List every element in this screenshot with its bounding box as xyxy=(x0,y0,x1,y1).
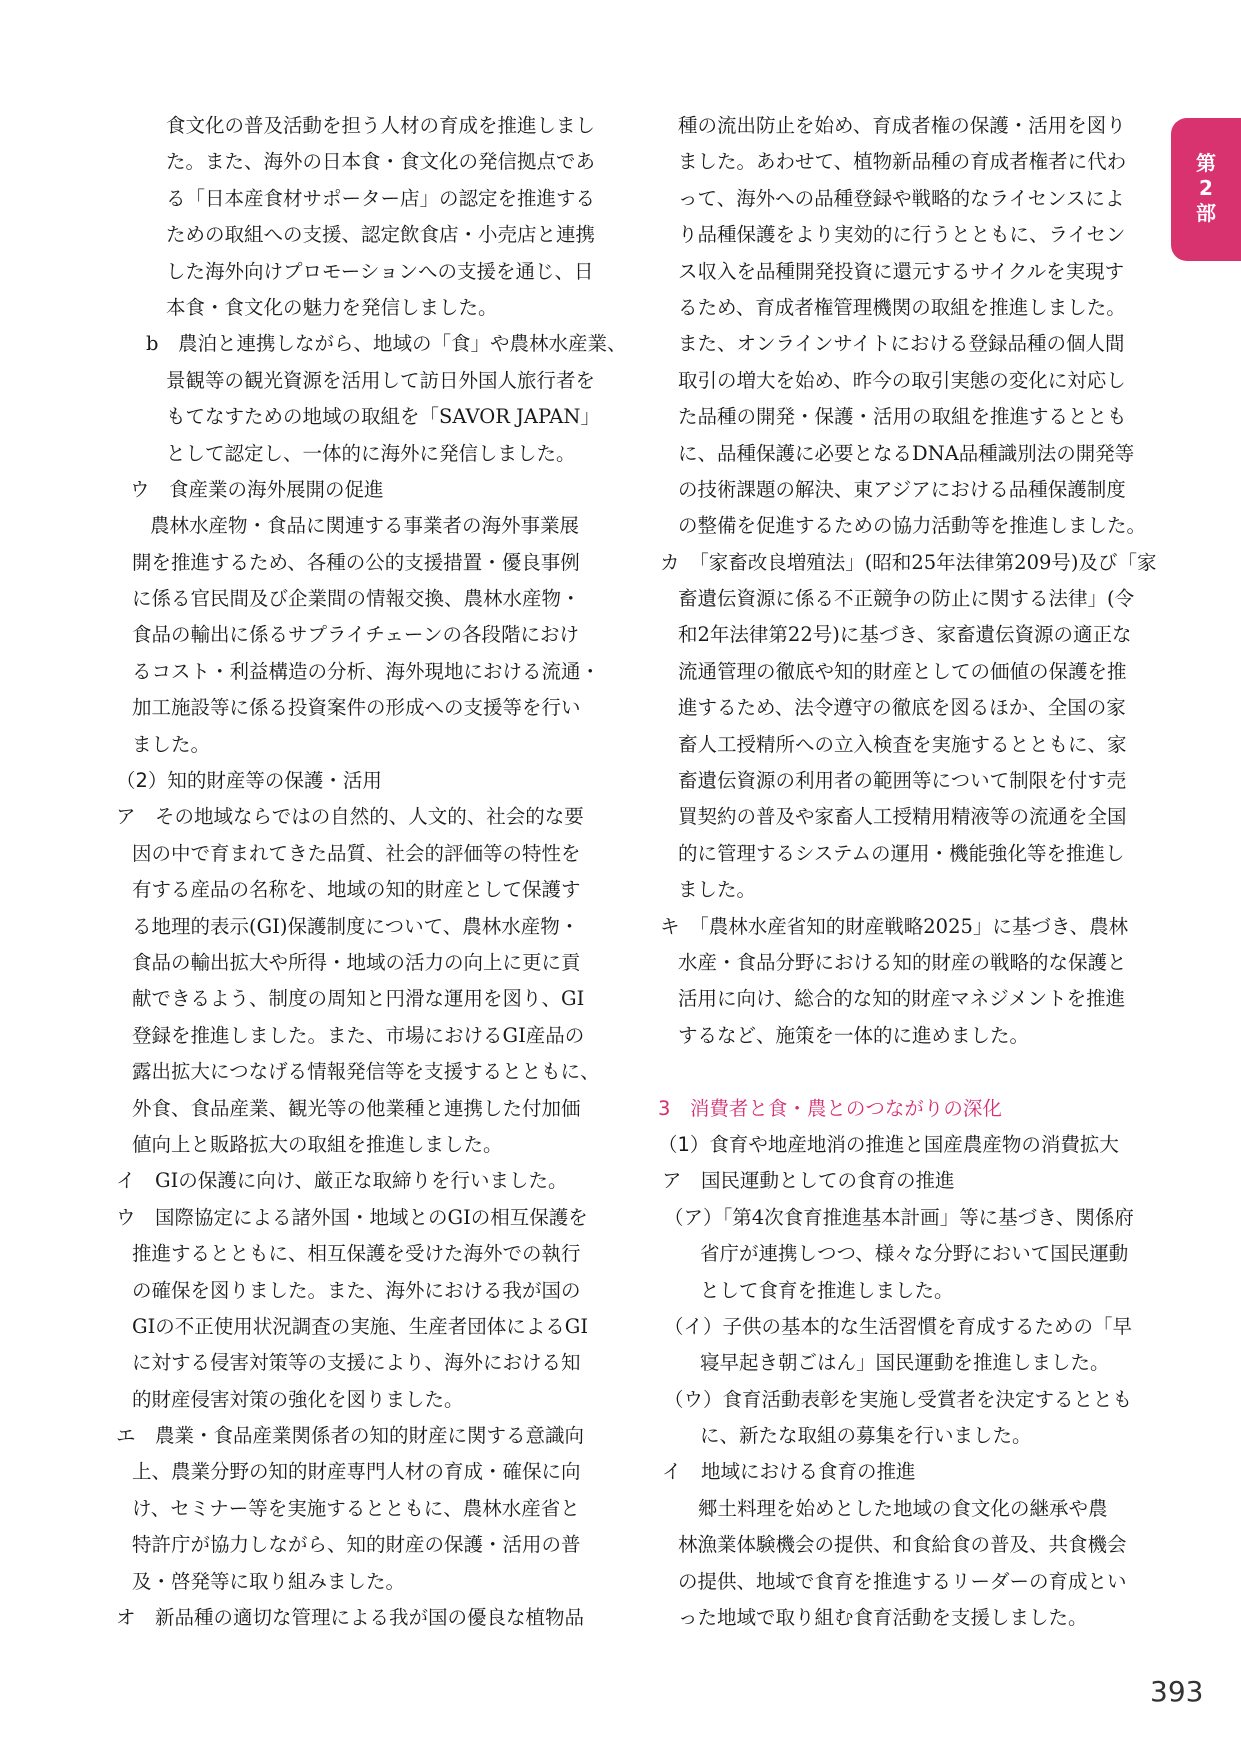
text-line: するなど、施策を一体的に進めました。 xyxy=(678,1023,1030,1047)
text-line: 郷土料理を始めとした地域の食文化の継承や農 xyxy=(698,1496,1108,1520)
subsection-heading: （2）知的財産等の保護・活用 xyxy=(116,769,382,793)
part-tab-text-1: 第 xyxy=(1196,151,1216,175)
text-line: として食育を推進しました。 xyxy=(700,1278,954,1302)
text-line: た。また、海外の日本食・食文化の発信拠点であ xyxy=(166,150,596,174)
text-line: ア その地域ならではの自然的、人文的、社会的な要 xyxy=(116,805,584,829)
text-line: また、オンラインサイトにおける登録品種の個人間 xyxy=(678,332,1125,356)
text-line: 和2年法律第22号)に基づき、家畜遺伝資源の適正な xyxy=(678,623,1132,647)
text-line: に、新たな取組の募集を行いました。 xyxy=(700,1424,1032,1448)
text-line: として認定し、一体的に海外に発信しました。 xyxy=(166,441,576,465)
text-line: 上、農業分野の知的財産専門人材の育成・確保に向 xyxy=(132,1460,581,1484)
text-line: 林漁業体験機会の提供、和食給食の普及、共食機会 xyxy=(678,1533,1127,1557)
text-line: （ウ）食育活動表彰を実施し受賞者を決定するととも xyxy=(664,1387,1133,1411)
text-line: る地理的表示(GI)保護制度について、農林水産物・ xyxy=(132,914,580,938)
text-line: って、海外への品種登録や戦略的なライセンスによ xyxy=(678,186,1125,210)
text-line: 因の中で育まれてきた品質、社会的評価等の特性を xyxy=(132,841,581,865)
spacer xyxy=(658,1054,1138,1090)
subsection-heading: ウ 食産業の海外展開の促進 xyxy=(130,477,384,501)
text-line: ス収入を品種開発投資に還元するサイクルを実現す xyxy=(678,259,1125,283)
text-line: GIの不正使用状況調査の実施、生産者団体によるGI xyxy=(132,1314,589,1338)
right-column xyxy=(658,108,1157,1636)
subsection-heading: （1）食育や地産地消の推進と国産農産物の消費拡大 xyxy=(658,1132,1119,1156)
text-line: b 農泊と連携しながら、地域の「食」や農林水産業、 xyxy=(146,332,627,356)
subsection-heading: イ 地域における食育の推進 xyxy=(662,1460,916,1484)
text-line: キ 「農林水産省知的財産戦略2025」に基づき、農林 xyxy=(660,914,1129,938)
text-line: 寝早起き朝ごはん」国民運動を推進しました。 xyxy=(700,1351,1110,1375)
text-line: 省庁が連携しつつ、様々な分野において国民運動 xyxy=(700,1242,1129,1266)
text-line: 食文化の普及活動を担う人材の育成を推進しまし xyxy=(166,114,596,137)
part-tab-text-3: 部 xyxy=(1196,201,1216,225)
text-line: 及・啓発等に取り組みました。 xyxy=(132,1569,406,1593)
text-line: るコスト・利益構造の分析、海外現地における流通・ xyxy=(132,659,601,683)
text-line: 景観等の観光資源を活用して訪日外国人旅行者を xyxy=(166,368,596,392)
text-line: に係る官民間及び企業間の情報交換、農林水産物・ xyxy=(132,587,581,611)
text-line: した海外向けプロモーションへの支援を通じ、日 xyxy=(166,259,594,283)
text-line: に対する侵害対策等の支援により、海外における知 xyxy=(132,1351,581,1375)
text-line: 露出拡大につなげる情報発信等を支援するとともに、 xyxy=(132,1060,600,1084)
text-line: ました。 xyxy=(132,732,211,756)
text-line: 取引の増大を始め、昨今の取引実態の変化に対応し xyxy=(678,368,1126,392)
text-line: 献できるよう、制度の周知と円滑な運用を図り、GI xyxy=(132,987,585,1011)
text-line: の確保を図りました。また、海外における我が国の xyxy=(132,1278,581,1302)
text-line: に、品種保護に必要となるDNA品種識別法の開発等 xyxy=(678,441,1135,465)
text-line: け、セミナー等を実施するとともに、農林水産省と xyxy=(132,1496,580,1520)
page-number: 393 xyxy=(1150,1675,1204,1708)
part-tab xyxy=(1171,118,1241,261)
text-line: 畜遺伝資源の利用者の範囲等について制限を付す売 xyxy=(678,769,1127,793)
text-line: る「日本産食材サポーター店」の認定を推進する xyxy=(166,186,596,210)
text-line: 畜遺伝資源に係る不正競争の防止に関する法律」(令 xyxy=(678,587,1135,611)
text-line: ウ 国際協定による諸外国・地域とのGIの相互保護を xyxy=(116,1205,588,1229)
text-line: 畜人工授精所への立入検査を実施するとともに、家 xyxy=(678,732,1127,756)
section-heading: 3 消費者と食・農とのつながりの深化 xyxy=(658,1096,1002,1120)
text-line: 食品の輸出に係るサプライチェーンの各段階におけ xyxy=(132,623,579,647)
text-line: （イ）子供の基本的な生活習慣を育成するための「早 xyxy=(664,1314,1133,1338)
text-line: 農林水産物・食品に関連する事業者の海外事業展 xyxy=(150,514,580,538)
text-line: 開を推進するため、各種の公的支援措置・優良事例 xyxy=(132,550,580,574)
text-line: 種の流出防止を始め、育成者権の保護・活用を図り xyxy=(678,114,1126,137)
text-line: った地域で取り組む食育活動を支援しました。 xyxy=(678,1606,1088,1630)
text-line: カ 「家畜改良増殖法」(昭和25年法律第209号)及び「家 xyxy=(660,550,1157,574)
text-line: 外食、食品産業、観光等の他業種と連携した付加価 xyxy=(132,1096,581,1120)
text-line: もてなすための地域の取組を「SAVOR JAPAN」 xyxy=(166,405,600,429)
text-line: 水産・食品分野における知的財産の戦略的な保護と xyxy=(678,950,1127,974)
text-line: 流通管理の徹底や知的財産としての価値の保護を推 xyxy=(678,659,1127,683)
text-line: 的財産侵害対策の強化を図りました。 xyxy=(132,1387,464,1411)
text-line: の技術課題の解決、東アジアにおける品種保護制度 xyxy=(678,477,1126,501)
text-line: エ 農業・食品産業関係者の知的財産に関する意識向 xyxy=(116,1424,585,1448)
text-line: の提供、地域で食育を推進するリーダーの育成とい xyxy=(678,1569,1127,1593)
text-line: ました。 xyxy=(678,878,757,902)
text-line: 的に管理するシステムの運用・機能強化等を推進し xyxy=(678,841,1125,865)
text-line: た品種の開発・保護・活用の取組を推進するととも xyxy=(678,405,1127,429)
text-line: 特許庁が協力しながら、知的財産の保護・活用の普 xyxy=(132,1533,581,1557)
text-line: 推進するとともに、相互保護を受けた海外での執行 xyxy=(132,1242,581,1266)
text-line: オ 新品種の適切な管理による我が国の優良な植物品 xyxy=(116,1606,585,1630)
text-line: 値向上と販路拡大の取組を推進しました。 xyxy=(132,1132,503,1156)
text-line: り品種保護をより実効的に行うとともに、ライセン xyxy=(678,223,1126,247)
text-line: 登録を推進しました。また、市場におけるGI産品の xyxy=(132,1023,585,1047)
left-column xyxy=(116,108,627,1636)
text-line: ました。あわせて、植物新品種の育成者権者に代わ xyxy=(678,150,1127,174)
text-line: の整備を促進するための協力活動等を推進しました。 xyxy=(678,514,1147,538)
text-line: 進するため、法令遵守の徹底を図るほか、全国の家 xyxy=(678,696,1126,720)
text-line: 買契約の普及や家畜人工授精用精液等の流通を全国 xyxy=(678,805,1127,829)
subsection-heading: ア 国民運動としての食育の推進 xyxy=(662,1169,955,1193)
text-line: 活用に向け、総合的な知的財産マネジメントを推進 xyxy=(678,987,1126,1011)
text-line: るため、育成者権管理機関の取組を推進しました。 xyxy=(678,295,1126,319)
text-line: イ GIの保護に向け、厳正な取締りを行いました。 xyxy=(116,1169,568,1193)
text-line: ための取組への支援、認定飲食店・小売店と連携 xyxy=(166,223,596,247)
text-line: 加工施設等に係る投資案件の形成への支援等を行い xyxy=(132,696,581,720)
text-line: 食品の輸出拡大や所得・地域の活力の向上に更に貢 xyxy=(132,950,581,974)
part-tab-text-2: 2 xyxy=(1199,176,1213,200)
text-line: （ア）「第4次食育推進基本計画」等に基づき、関係府 xyxy=(664,1205,1134,1229)
text-line: 本食・食文化の魅力を発信しました。 xyxy=(166,295,498,319)
text-line: 有する産品の名称を、地域の知的財産として保護す xyxy=(132,878,581,902)
